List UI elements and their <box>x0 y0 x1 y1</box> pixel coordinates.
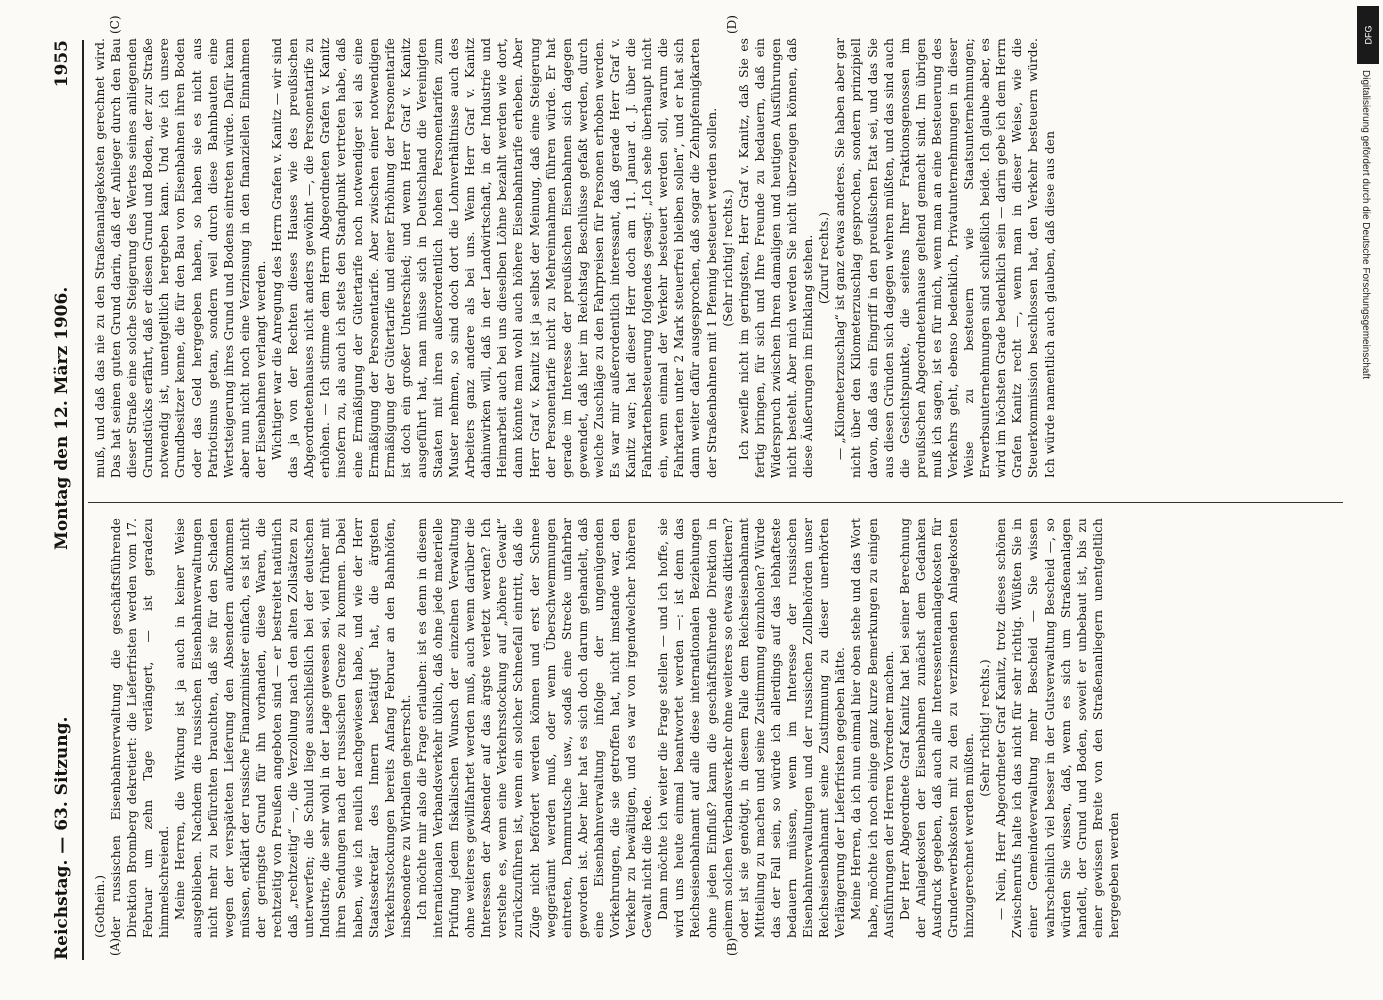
page-header <box>52 40 82 960</box>
paragraph: Dann möchte ich weiter die Frage stellen — und ich hoffe, sie wird uns heute einmal beantwortet werden —: ist denn das Reichseisenbahnamt auf alle diese internationalen Beziehungen ohne jeden Einfluß? kann die geschäftsführende Direktion in einem solchen Verbandsverkehr ohne weiteres so etwas diktieren? oder ist sie genötigt, in diesem Falle dem Reichseisenbahnamt Mitteilung zu machen und seine Zustimmung einzuholen? Würde das der Fall sein, so würde ich allerdings auf das lebhafteste bedauern müssen, wenn im Interesse der russischen Eisenbahnverwaltungen und der russischen Zollbehörden unser Reichseisenbahnamt seine Zustimmung zu dieser unerhörten Verlängerung der Lieferfristen gegeben hätte. <box>656 518 848 938</box>
paragraph: Meine Herren, die Wirkung ist ja auch in keiner Weise ausgeblieben. Nachdem die russischen Eisenbahnverwaltungen nicht mehr zu befürchten brauchten, daß sie für den Schaden wegen der verspäteten Lieferung den Absendern aufkommen müssen, erklärt der russische Finanzminister einfach, es ist nicht der geringste Grund für ihn vorhanden, diese Waren, die rechtzeitig von Preußen angeboten sind — er bestreitet natürlich daß „rechtzeitig“ —, die Verzollung nach den alten Zollsätzen zu unterwerfen; die Schuld liege ausschließlich bei der deutschen Industrie, die sehr wohl in der Lage gewesen sei, viel früher mit ihren Sendungen nach der russischen Grenze zu kommen. Dabei haben, wie ich neulich nachgewiesen habe, und wie der Herr Staatssekretär des Innern bestätigt hat, die ärgsten Verkehrsstockungen bereits Anfang Februar an den Bahnhöfen, insbesondere zu Wirballen geherrscht. <box>173 518 413 938</box>
header-date: Montag den 12. März 1906. <box>52 286 72 550</box>
right-text-column <box>92 38 1343 478</box>
paragraph: der russischen Eisenbahnverwaltung die geschäftsführende Direktion Bromberg dekretiert: die Lieferfristen werden vom 17. Februar um zehn Tage verlängert, — ist geradezu himmelschreiend. <box>109 518 172 938</box>
dfg-logo <box>1357 6 1379 64</box>
paragraph: Der Herr Abgeordnete Graf Kanitz hat bei seiner Berechnung der Anlagekosten der Eisenbahnen zunächst dem Gedanken Ausdruck gegeben, daß auch alle Interessentenanlagekosten für Grunderwerbskosten mit zu den zu verzinsenden Anlagekosten hinzugerechnet werden müßten. <box>897 518 977 938</box>
margin-marker-c: (C) <box>108 15 122 34</box>
page-number: 1955 <box>52 40 72 88</box>
left-text-column <box>92 518 1343 938</box>
paragraph: — Nein, Herr Abgeordneter Graf Kanitz, trotz dieses schönen Zwischenrufs halte ich das nicht für sehr richtig. Wüßten Sie in einer Gemeindeverwaltung mehr Bescheid — Sie wissen wahrscheinlich viel besser in der Gutsverwaltung Bescheid —, so würden Sie wissen, daß, wenn es sich um Straßenanlagen handelt, der Grund und Boden, soweit er unbebaut ist, bis zu einer gewissen Breite von den Straßenanliegern unentgeltlich hergegeben werden <box>994 518 1121 938</box>
margin-marker-b: (B) <box>725 937 739 956</box>
column-divider <box>88 502 1343 503</box>
paragraph: — „Kilometerzuschlag“ ist ganz etwas anderes. Sie haben aber gar nicht über den Kilometerzuschlag gesprochen, sondern prinzipiell davon, daß das ein Eingriff in den preußischen Etat sei, und das Sie aus diesen Gründen sich dagegen wehren müßten, und das sind auch die Gesichtspunkte, die seitens Ihrer Fraktionsgenossen im preußischen Abgeordnetenhause geltend gemacht sind. Im übrigen muß ich sagen, ist es für mich, wenn man an eine Besteuerung des Verkehrs geht, ebenso bedenklich, Privatunternehmungen in dieser Weise zu besteuern wie Staatsunternehmungen; Erwerbsunternehmungen sind schließlich beide. Ich glaube aber, es wird im höchsten Grade bedenklich sein — darin gebe ich dem Herrn Grafen Kanitz recht —, wenn man in dieser Weise, wie die Steuerkommission beschlossen hat, den Verkehr besteuern würde. Ich würde namentlich auch glauben, daß diese aus den <box>833 38 1057 478</box>
paragraph: Ich möchte mir also die Frage erlauben: ist es denn in diesem internationalen Verbandsverkehr üblich, daß ohne jede materielle Prüfung jedem fiskalischen Wunsch der einzelnen Verwaltung ohne weiteres gewillfahrtet werden muß, auch wenn darüber die Interessen der Absender auf das ärgste verletzt werden? Ich verstehe es, wenn eine Verkehrsstockung auf „höhere Gewalt“ zurückzuführen ist, wenn ein solcher Schneefall eintritt, daß die Züge nicht befördert werden können und erst der Schnee weggeräumt werden muß, oder wenn Überschwemmungen eintreten, Dammrutsche usw., sodaß eine Strecke unfahrbar geworden ist. Aber hier hat es sich doch darum gehandelt, daß eine Eisenbahnverwaltung infolge der ungenügenden Vorkehrungen, die sie getroffen hat, nicht imstande war, den Verkehr zu bewältigen, und es war von irgendwelcher höheren Gewalt nicht die Rede. <box>414 518 655 938</box>
paragraph: Meine Herren, da ich nun einmal hier oben stehe und das Wort habe, möchte ich noch einige ganz kurze Bemerkungen zu einigen Ausführungen der Herren Vorredner machen. <box>849 518 896 938</box>
paragraph: Ich zweifle nicht im geringsten, Herr Graf v. Kanitz, daß Sie es fertig bringen, für sich und Ihre Freunde zu bedauern, daß ein Widerspruch zwischen Ihren damaligen und heutigen Ausführungen nicht besteht. Aber mich werden Sie nicht überzeugen können, daß diese Äußerungen im Einklang stehen. <box>736 38 816 478</box>
margin-marker-d: (D) <box>725 15 739 34</box>
paragraph: muß, und daß das nie zu den Straßenanlagekosten gerechnet wird. Das hat seinen guten Grund darin, daß der Anlieger durch den Bau dieser Straße eine solche Steigerung des Wertes seines anliegenden Grundstücks erfährt, daß er diesen Grund und Boden, der zur Straße notwendig ist, unentgeltlich hergeben kann. Und wie ich unsere Grundbesitzer kenne, die für den Bau von Eisenbahnen ihren Boden oder das Geld hergegeben haben, so haben sie es nicht aus Patriotismus getan, sondern weil durch diese Bahnbauten eine Wertsteigerung ihres Grund und Bodens eintreten würde. Dafür kann aber nun nicht noch eine Verzinsung in den finanziellen Einnahmen der Eisenbahnen verlangt werden. <box>93 38 268 478</box>
dfg-logo-text: DFG <box>1363 25 1373 45</box>
digitization-credit: Digitalisierung gefördert durch die Deutsche Forschungsgemeinschaft <box>1360 70 1371 380</box>
margin-marker-a: (A) <box>108 937 122 956</box>
paragraph: (Zuruf rechts.) <box>817 211 832 305</box>
header-rule <box>82 40 84 960</box>
paragraph: (Sehr richtig! rechts.) <box>978 659 993 797</box>
paragraph: (Sehr richtig! rechts.) <box>720 189 735 327</box>
header-session: Reichstag. — 63. Sitzung. <box>52 716 72 960</box>
paragraph: (Gothein.) <box>93 874 107 938</box>
paragraph: Wichtiger war die Anregung des Herrn Grafen v. Kanitz — wir sind das ja von der Rechten dieses Hauses wie des preußischen Abgeordnetenhauses nicht anders gewöhnt —, die Personentarife zu erhöhen. — Ich stimme dem Herrn Abgeordneten Grafen v. Kanitz insofern zu, als auch ich stets den Standpunkt vertreten habe, daß eine Ermäßigung der Gütertarife noch notwendiger sei als eine Ermäßigung der Personentarife. Aber zwischen einer notwendigen Ermäßigung der Gütertarife und einer Erhöhung der Personentarife ist doch ein großer Unterschied; und wenn Herr Graf v. Kanitz ausgeführt hat, man müsse sich in Deutschland die Vereinigten Staaten mit ihren außerordentlich hohen Personentarifen zum Muster nehmen, so sind doch dort die Lohnverhältnisse auch des Arbeiters ganz andere als bei uns. Wenn Herr Graf v. Kanitz dahinwirken will, daß in der Landwirtschaft, in der Industrie und Heimarbeit auch bei uns dieselben Löhne bezahlt werden wie dort, dann könnte man wohl auch höhere Eisenbahntarife erheben. Aber Herr Graf v. Kanitz ist ja selbst der Meinung, daß eine Steigerung der Personentarife nicht zu Mehreinnahmen führen würde. Er hat gerade im Interesse der preußischen Eisenbahnen sich dagegen gewendet, daß hier im Reichstag Beschlüsse gefaßt werden, durch welche Zuschläge zu den Fahrpreisen für Personen erhoben werden. Es war mir außerordentlich interessant, daß gerade Herr Graf v. Kanitz war; hat dieser Herr doch am 11. Januar d. J. über die Fahrkartenbesteuerung folgendes gesagt: „Ich sehe überhaupt nicht ein, wenn einmal der Verkehr besteuert werden soll, warum die Fahrkarten unter 2 Mark steuerfrei bleiben sollen“, und er hat sich dann weiter dafür ausgesprochen, daß sogar die Zehnpfennigkarten der Straßenbahnen mit 1 Pfennig besteuert werden sollen. <box>270 38 719 478</box>
